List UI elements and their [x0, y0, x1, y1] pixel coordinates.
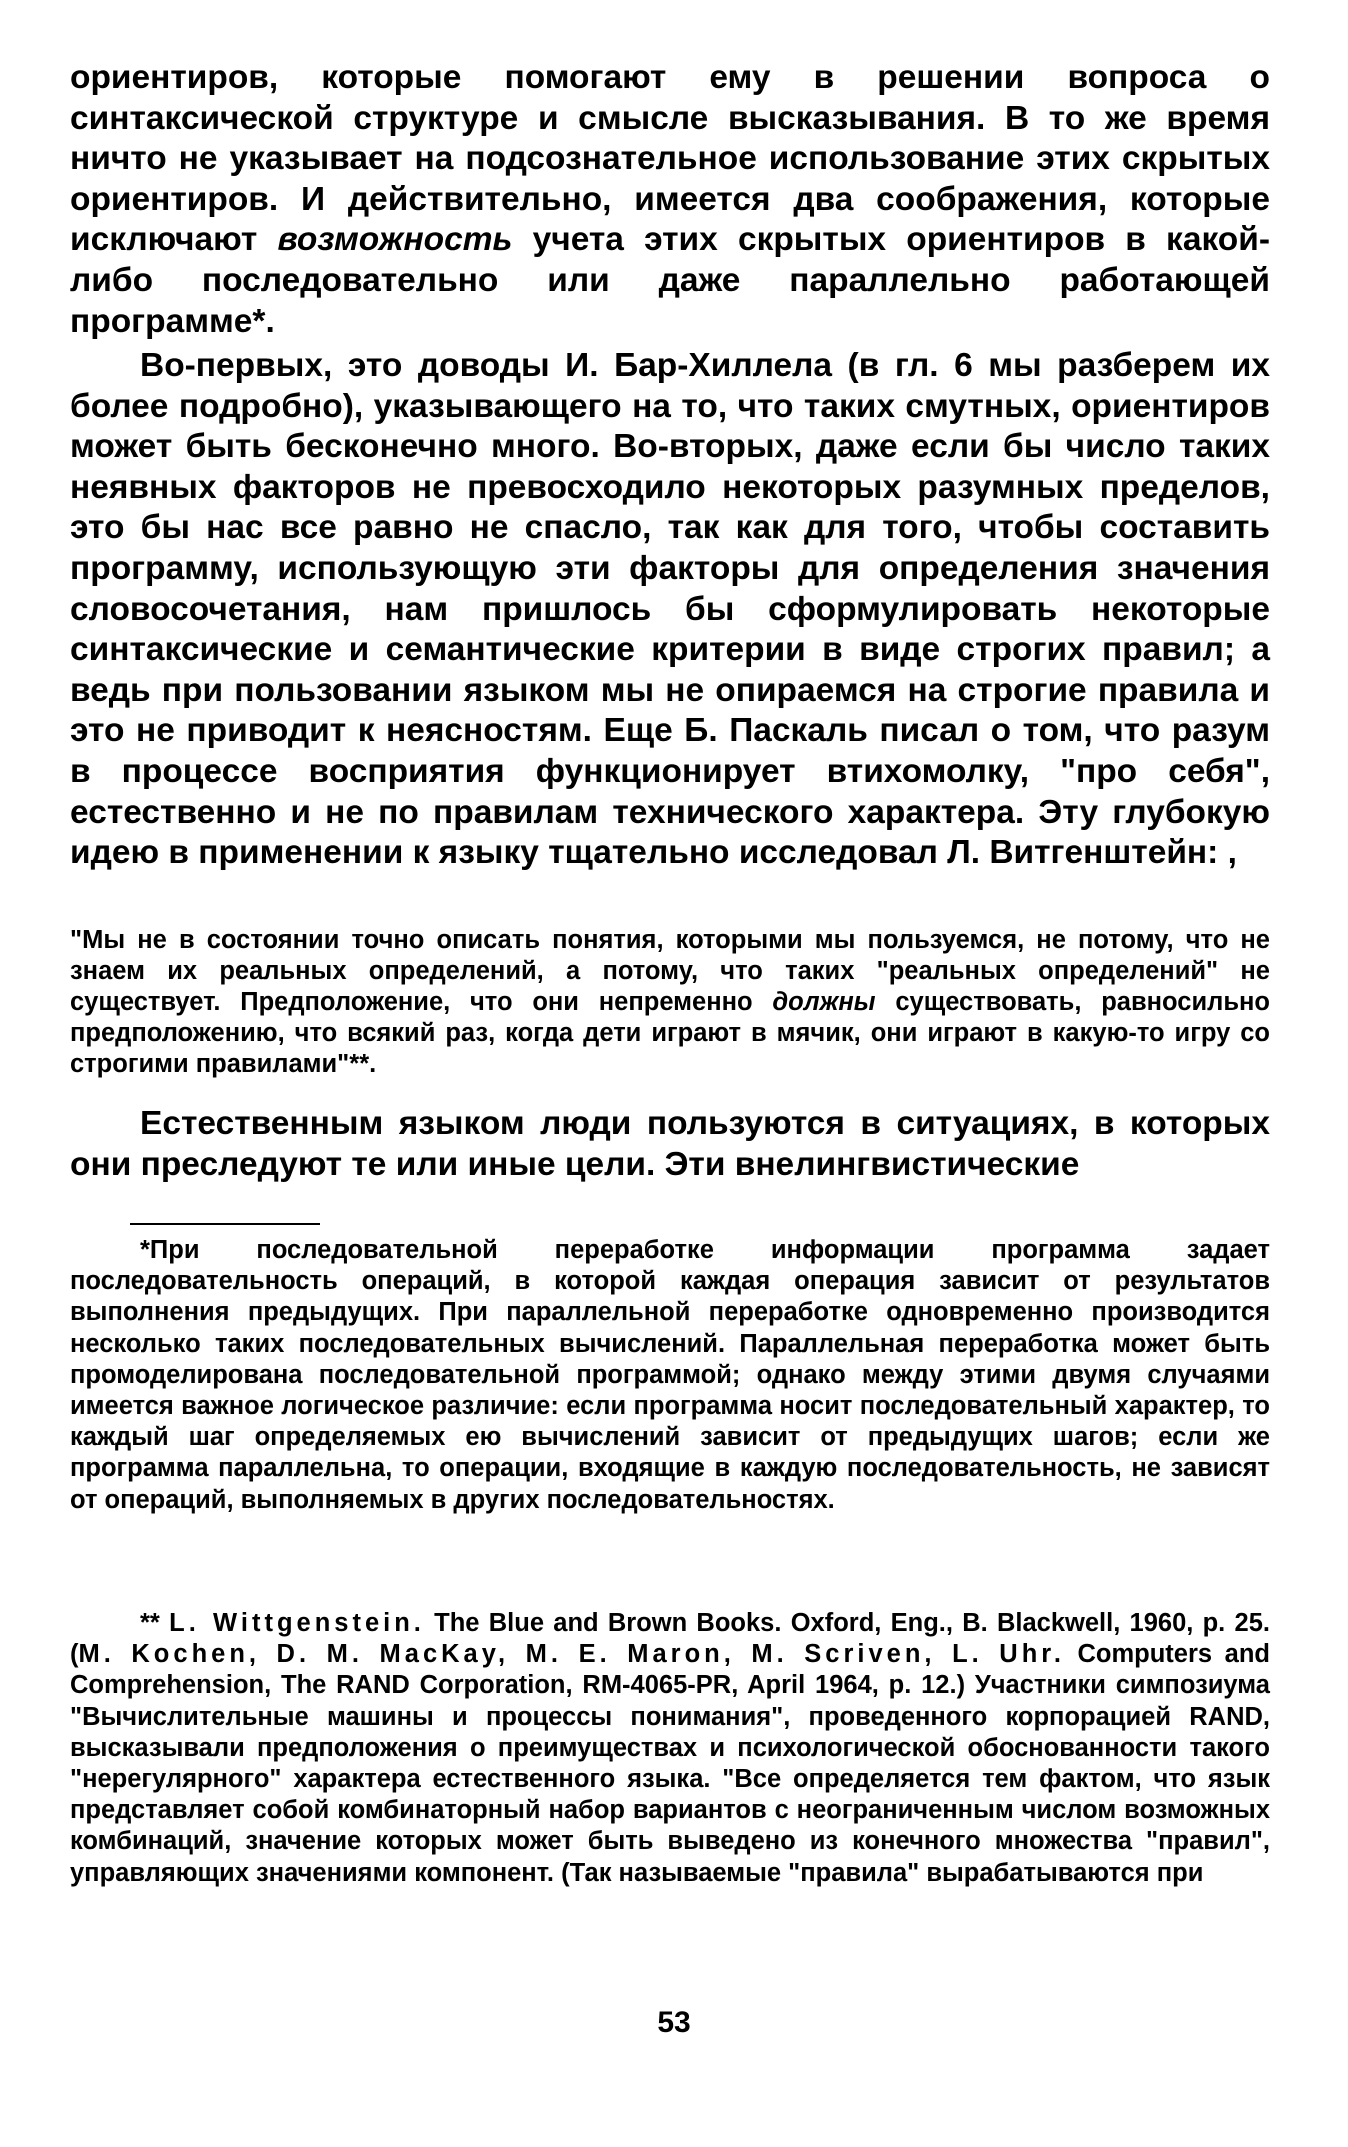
paragraph-1-emphasis: возможность [277, 221, 513, 259]
footnote-2-citation-2: Computers and Comprehension, The RAND Corporation, RM-4065-PR, April 1964, p. 12.) Участники симпозиума "Вычислительные машины и процессы понимания", проведенного корпорацией RAND, высказывали предположения о преимуществах и психологической обоснованности такого "нерегулярного" характера естественного языка. "Все определяется тем фактом, что язык представляет собой комбинаторный набор вариантов с неограниченным числом возможных комбинаций, значение которых может быть выведено из конечного множества "правил", управляющих значениями компонент. (Так называемые "правила" вырабатываются при [70, 1640, 1270, 1887]
page-number: 53 [657, 2006, 691, 2039]
paragraph-1-text-end: учета этих скрытых ориентиров в какой-либо последовательно или даже параллельно работающей программе*. [70, 221, 1270, 340]
footnote-divider [130, 1223, 320, 1225]
footnote-2-author: L. Wittgenstein. [169, 1609, 425, 1637]
footnote-1-text: *При последовательной переработке информации программа задает последовательность операций, в которой каждая операция зависит от результатов выполнения предыдущих. При параллельной переработке одновременно производится несколько таких последовательных вычислений. Параллельная переработка может быть промоделирована последовательной программой; однако между этими двумя случаями имеется важное логическое различие: если программа носит последовательный характер, то каждый шаг определяемых ею вычислений зависит от предыдущих шагов; если же программа параллельна, то операции, входящие в каждую последовательность, не зависят от операций, выполняемых в других последовательностях. [70, 1236, 1270, 1514]
paragraph-2 [70, 346, 1270, 874]
footnote-2-citation-1: The Blue and Brown Books. Oxford, Eng., B. Blackwell, 1960, p. 25. ( [70, 1609, 1270, 1669]
footnote-2-mark: ** [140, 1609, 160, 1637]
paragraph-2-text: Во-первых, это доводы И. Бар-Хиллела (в гл. 6 мы разберем их более подробно), указывающего на то, что таких смутных, ориентиров может быть бесконечно много. Во-вторых, даже если бы число таких неявных факторов не превосходило некоторых разумных пределов, это бы нас все равно не спасло, так как для того, чтобы составить программу, использующую эти факторы для определения значения словосочетания, нам пришлось бы сформулировать некоторые синтаксические и семантические критерии в виде строгих правил; а ведь при пользовании языком мы не опираемся на строгие правила и это не приводит к неясностям. Еще Б. Паскаль писал о том, что разум в процессе восприятия функционирует втихомолку, "про себя", естественно и не по правилам технического характера. Эту глубокую идею в применении к языку тщательно исследовал Л. Витгенштейн: , [70, 347, 1270, 872]
quote-emphasis: должны [772, 988, 876, 1016]
paragraph-1 [70, 58, 1270, 342]
quote-text-start: "Мы не в состоянии точно описать понятия, которыми мы пользуемся, не потому, что не знаем их реальных определений, а потому, что таких "реальных определений" не существует. Предположение, что они непременно [70, 926, 1270, 1016]
paragraph-3 [70, 1104, 1270, 1185]
wittgenstein-quote [70, 925, 1270, 1080]
quote-text-end: существовать, равносильно предположению, что всякий раз, когда дети играют в мячик, они играют в какую-то игру со строгими правилами"**. [70, 988, 1270, 1078]
footnote-1 [70, 1235, 1270, 1516]
paragraph-3-text: Естественным языком люди пользуются в ситуациях, в которых они преследуют те или иные цели. Эти внелингвистические [70, 1105, 1270, 1183]
paragraph-1-text-start: ориентиров, которые помогают ему в решении вопроса о синтаксической структуре и смысле высказывания. В то же время ничто не указывает на подсознательное использование этих скрытых ориентиров. И действительно, имеется два соображения, которые исключают [70, 59, 1270, 259]
footnote-2 [70, 1608, 1270, 1889]
footnote-2-authors: M. Kochen, D. M. MacKay, M. E. Maron, M. Scriven, L. Uhr. [78, 1640, 1065, 1669]
